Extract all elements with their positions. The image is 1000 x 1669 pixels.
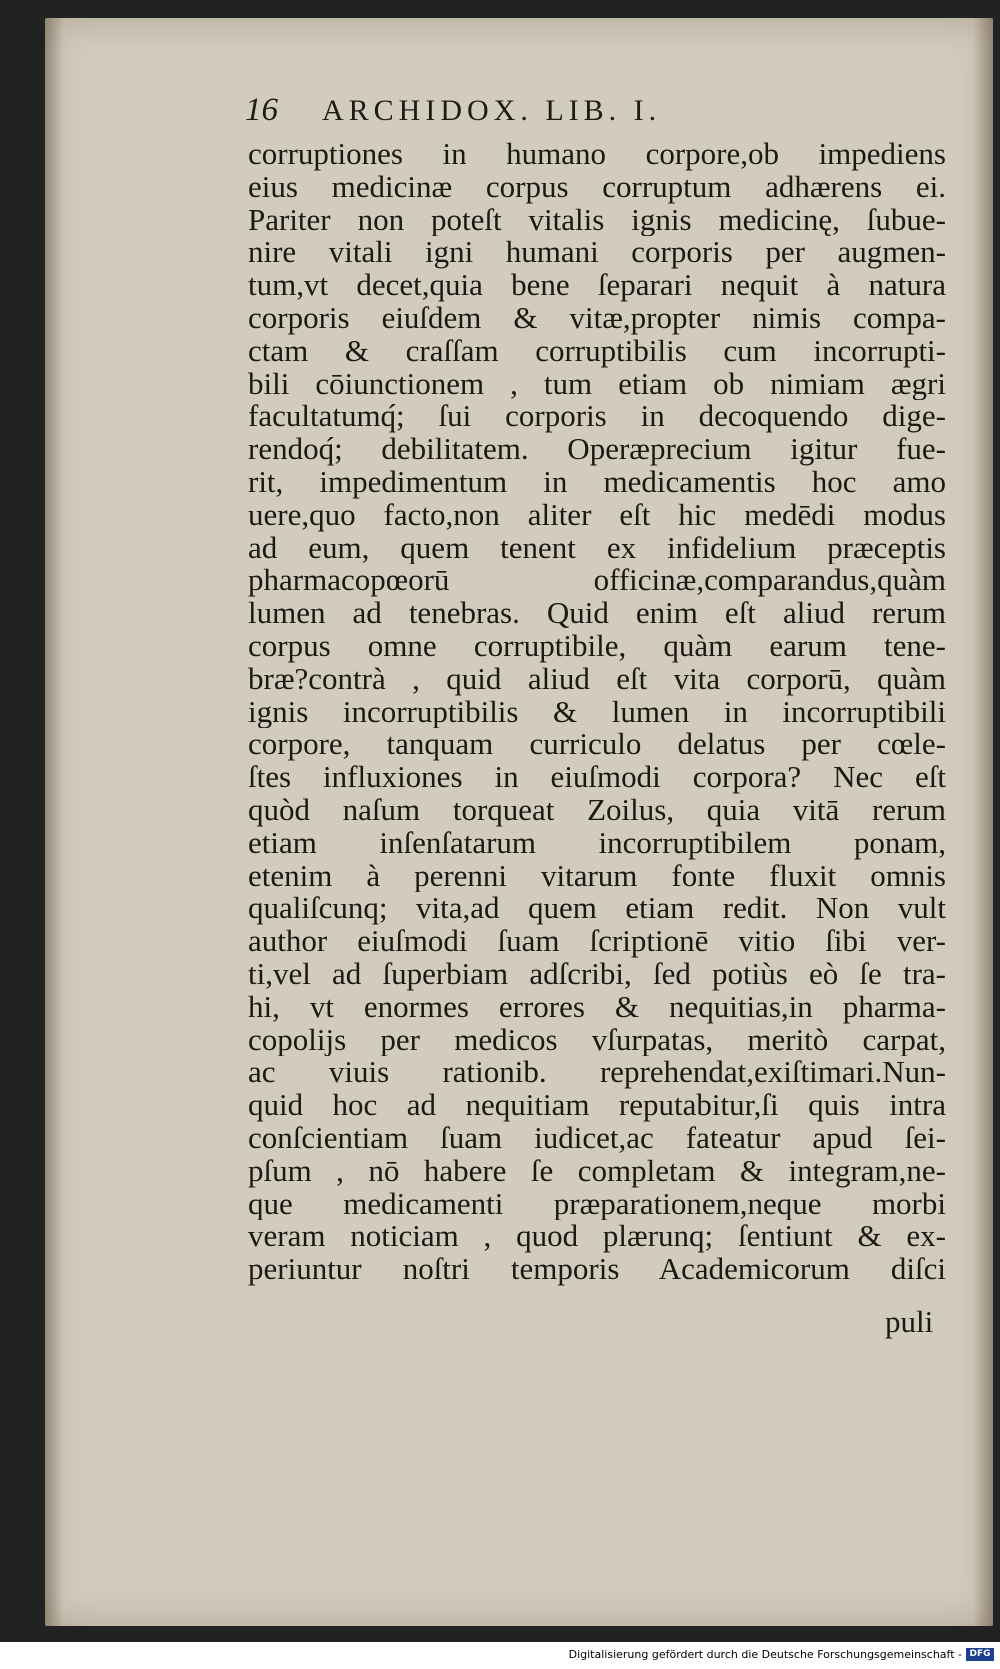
text-line: qualiſcunq; vita,ad quem etiam redit. Non vult [248, 892, 946, 926]
text-line: eius medicinæ corpus corruptum adhærens ei. [248, 170, 946, 204]
body-text [248, 138, 946, 1286]
funding-credit: Digitalisierung gefördert durch die Deutsche Forschungsgemeinschaft - [568, 1648, 962, 1661]
text-line: author eiuſmodi ſuam ſcriptionē vitio ſibi ver- [248, 925, 946, 958]
text-line: ignis incorruptibilis & lumen in incorruptibili [248, 695, 946, 729]
text-line: copolijs per medicos vſurpatas, meritò carpat, [248, 1023, 946, 1057]
text-line: facultatumq́; ſui corporis in decoquendo dige- [248, 400, 946, 434]
text-line: bræ?contrà , quid aliud eſt vita corporū, quàm [248, 662, 946, 696]
text-line: quid hoc ad nequitiam reputabitur,ſi quis intra [248, 1089, 946, 1122]
text-line: etiam inſenſatarum incorruptibilem ponam, [248, 826, 946, 860]
text-line: veram noticiam , quod plærunq; ſentiunt & ex- [248, 1220, 946, 1254]
text-line: Pariter non poteſt vitalis ignis medicinę, ſubue- [248, 203, 946, 237]
text-line: ti,vel ad ſuperbiam adſcribi, ſed potiùs eò ſe tra- [248, 957, 946, 991]
text-line: hi, vt enormes errores & nequitias,in pharma- [248, 990, 946, 1024]
text-line: pharmacopœorū officinæ,comparandus,quàm [248, 564, 946, 598]
dfg-logo: DFG [966, 1648, 994, 1661]
page-shadow-left [45, 18, 63, 1626]
page-number: 16 [245, 92, 278, 128]
text-line: ſtes influxiones in eiuſmodi corpora? Nec eſt [248, 761, 946, 794]
text-line: ac viuis rationib. reprehendat,exiſtimari.Nun- [248, 1056, 946, 1090]
text-line: rendoq́; debilitatem. Operæprecium igitur fue- [248, 433, 946, 466]
text-line: ad eum, quem tenent ex infidelium præceptis [248, 531, 946, 565]
text-line: tum,vt decet,quia bene ſeparari nequit à natura [248, 269, 946, 302]
text-line: lumen ad tenebras. Quid enim eſt aliud rerum [248, 597, 946, 630]
text-line: uere,quo facto,non aliter eſt hic medēdi modus [248, 498, 946, 532]
text-line: conſcientiam ſuam iudicet,ac fateatur apud ſei- [248, 1121, 946, 1155]
text-line: rit, impedimentum in medicamentis hoc amo [248, 465, 946, 499]
text-line: bili cōiunctionem , tum etiam ob nimiam ægri [248, 367, 946, 401]
page-header [200, 92, 940, 132]
text-line: corruptiones in humano corpore,ob impediens [248, 138, 946, 171]
text-line: que medicamenti præparationem,neque morbi [248, 1187, 946, 1221]
running-title: ARCHIDOX. LIB. I. [322, 94, 662, 127]
text-line: quòd naſum torqueat Zoilus, quia vitā rerum [248, 793, 946, 827]
text-line: ctam & craſſam corruptibilis cum incorrupti- [248, 334, 946, 368]
text-line: etenim à perenni vitarum fonte fluxit omnis [248, 859, 946, 893]
digitization-footer [0, 1642, 1000, 1669]
catchword: puli [885, 1304, 934, 1339]
text-line: corpore, tanquam curriculo delatus per cœle- [248, 728, 946, 762]
text-line: nire vitali igni humani corporis per augmen- [248, 236, 946, 270]
text-line: corporis eiuſdem & vitæ,propter nimis compa- [248, 301, 946, 335]
text-line: periuntur noſtri temporis Academicorum diſci [248, 1253, 946, 1286]
page-shadow-right [973, 18, 993, 1626]
text-line: corpus omne corruptibile, quàm earum tene- [248, 629, 946, 663]
text-line: pſum , nō habere ſe completam & integram,ne- [248, 1154, 946, 1188]
